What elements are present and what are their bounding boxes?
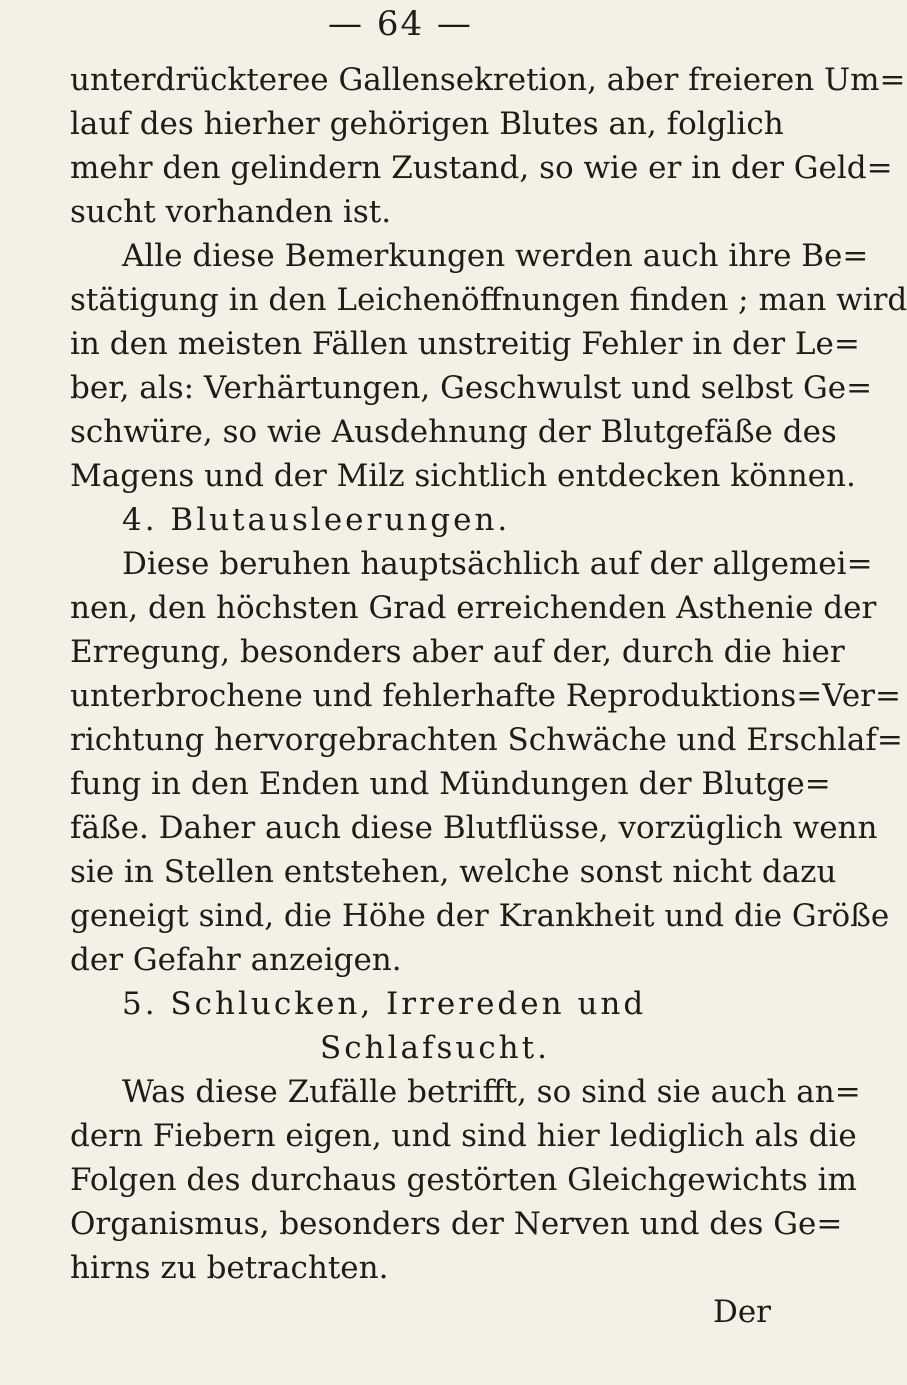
section-heading: 5. Schlucken, Irrereden und xyxy=(122,986,647,1022)
text-line: ber, als: Verhärtungen, Geschwulst und selbst Ge= xyxy=(70,370,873,406)
text-line: schwüre, so wie Ausdehnung der Blutgefäße des xyxy=(70,414,837,450)
text-line: mehr den gelindern Zustand, so wie er in der Geld= xyxy=(70,150,893,186)
text-line: Organismus, besonders der Nerven und des Ge= xyxy=(70,1206,843,1242)
text-line: nen, den höchsten Grad erreichenden Asthenie der xyxy=(70,590,877,626)
text-line: Erregung, besonders aber auf der, durch die hier xyxy=(70,634,845,670)
section-heading: 4. Blutausleerungen. xyxy=(122,502,511,538)
text-line: richtung hervorgebrachten Schwäche und Erschlaf= xyxy=(70,722,903,758)
text-line: unterbrochene und fehlerhafte Reproduktions=Ver= xyxy=(70,678,901,714)
page-number: — 64 — xyxy=(328,4,473,44)
text-line: geneigt sind, die Höhe der Krankheit und die Größe xyxy=(70,898,890,934)
text-line: in den meisten Fällen unstreitig Fehler in der Le= xyxy=(70,326,860,362)
text-line: hirns zu betrachten. xyxy=(70,1250,389,1286)
text-line: der Gefahr anzeigen. xyxy=(70,942,402,978)
text-line: Magens und der Milz sichtlich entdecken können. xyxy=(70,458,856,494)
section-heading-continuation: Schlafsucht. xyxy=(320,1030,550,1066)
text-line: dern Fiebern eigen, und sind hier lediglich als die xyxy=(70,1118,857,1154)
catchword: Der xyxy=(712,1294,771,1330)
text-line: unterdrückteree Gallensekretion, aber freieren Um= xyxy=(70,62,906,98)
text-line: sucht vorhanden ist. xyxy=(70,194,392,230)
text-line: sie in Stellen entstehen, welche sonst nicht dazu xyxy=(70,854,837,890)
page-text xyxy=(70,58,907,1334)
text-line: Folgen des durchaus gestörten Gleichgewichts im xyxy=(70,1162,857,1198)
paragraph-start-line: Alle diese Bemerkungen werden auch ihre Be= xyxy=(122,238,869,274)
text-line: fung in den Enden und Mündungen der Blutge= xyxy=(70,766,831,802)
text-line: fäße. Daher auch diese Blutflüsse, vorzüglich wenn xyxy=(70,810,878,846)
paragraph-start-line: Diese beruhen hauptsächlich auf der allgemei= xyxy=(122,546,873,582)
text-line: stätigung in den Leichenöffnungen finden ; man wird xyxy=(70,282,907,318)
text-line: lauf des hierher gehörigen Blutes an, folglich xyxy=(70,106,784,142)
paragraph-start-line: Was diese Zufälle betrifft, so sind sie auch an= xyxy=(122,1074,861,1110)
